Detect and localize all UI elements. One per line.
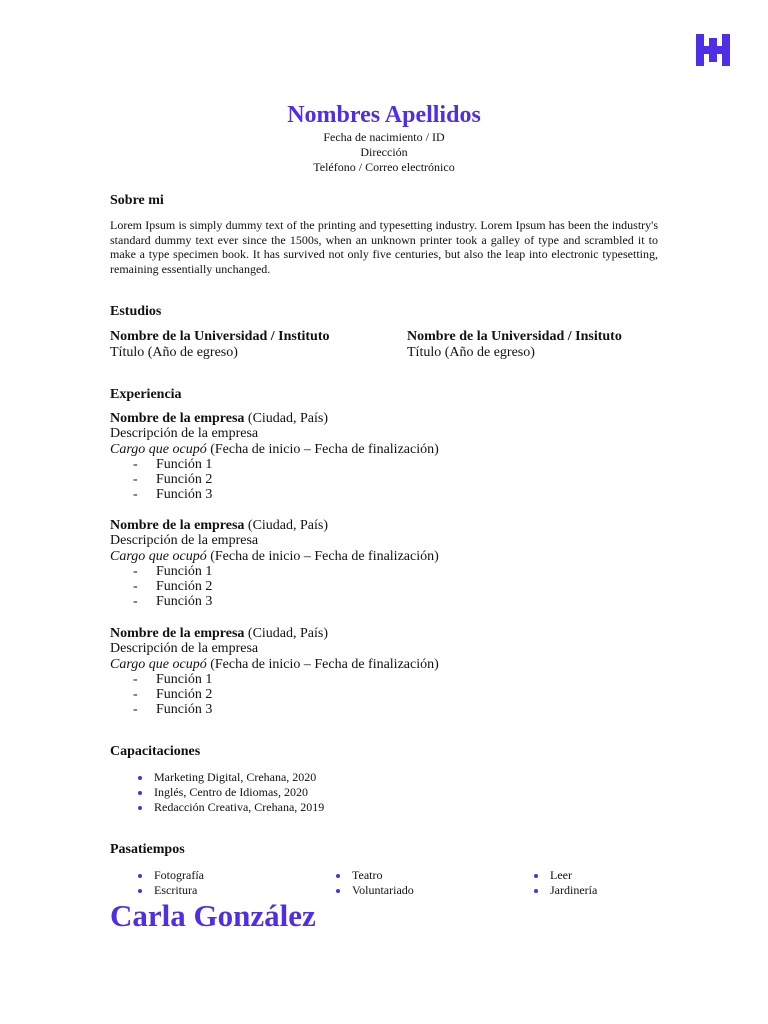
list-item: Redacción Creativa, Crehana, 2019 [137, 800, 324, 815]
education-institution: Nombre de la Universidad / Insituto [407, 329, 622, 344]
education-institution: Nombre de la Universidad / Instituto [110, 329, 330, 344]
job-dates: (Fecha de inicio – Fecha de finalización) [206, 656, 439, 672]
list-item: Marketing Digital, Crehana, 2020 [137, 770, 324, 785]
job-location: (Ciudad, País) [244, 411, 329, 426]
job-dates: (Fecha de inicio – Fecha de finalización) [206, 548, 439, 564]
about-text: Lorem Ipsum is simply dummy text of the printing and typesetting industry. Lorem Ipsum has been the industry's standard dummy text ever since the 1500s, when an unknown printer took a galley of type and scrambled it to make a type specimen book. It has survived not only five centuries, but also the leap into electronic typesetting, remaining essentially unchanged. [110, 218, 658, 276]
job-function: - Función 2 [133, 687, 213, 703]
job-company: Nombre de la empresa [110, 626, 245, 641]
job-description: Descripción de la empresa [110, 426, 259, 442]
address-line: Dirección [360, 145, 408, 159]
hobbies-column [335, 868, 414, 898]
job-location: (Ciudad, País) [244, 518, 329, 533]
job-role: Cargo que ocupó [110, 656, 207, 672]
list-item: Voluntariado [335, 883, 414, 898]
education-title: Estudios [110, 304, 162, 319]
job-function: - Función 3 [133, 487, 213, 503]
job-role: Cargo que ocupó [110, 548, 207, 564]
list-item: Inglés, Centro de Idiomas, 2020 [137, 785, 324, 800]
hobbies-column [533, 868, 597, 898]
job-description: Descripción de la empresa [110, 641, 259, 657]
job-dates: (Fecha de inicio – Fecha de finalización) [206, 441, 439, 457]
resume-name: Nombres Apellidos [287, 102, 481, 128]
job-function: - Función 1 [133, 456, 213, 472]
job-function: - Función 2 [133, 472, 213, 488]
job-functions [110, 672, 439, 718]
experience-title: Experiencia [110, 387, 182, 402]
job-function: - Función 2 [133, 579, 213, 595]
job-entry [110, 518, 439, 610]
education-degree: Título (Año de egreso) [407, 345, 535, 360]
job-function: - Función 1 [133, 563, 213, 579]
education-degree: Título (Año de egreso) [110, 345, 238, 360]
contact-line: Teléfono / Correo electrónico [313, 160, 455, 174]
list-item: Teatro [335, 868, 414, 883]
h-pixel-logo-icon [696, 34, 730, 66]
job-entry [110, 626, 439, 718]
trainings-title: Capacitaciones [110, 744, 201, 759]
footer-name: Carla González [110, 898, 316, 933]
birth-id-line: Fecha de nacimiento / ID [323, 130, 445, 144]
hobbies-column [137, 868, 204, 898]
job-entry [110, 411, 439, 503]
job-function: - Función 3 [133, 702, 213, 718]
trainings-list [137, 770, 324, 815]
education-item [110, 329, 329, 361]
job-description: Descripción de la empresa [110, 533, 259, 549]
job-functions [110, 564, 439, 610]
about-title: Sobre mi [110, 193, 164, 208]
list-item: Fotografía [137, 868, 204, 883]
job-functions [110, 457, 439, 503]
list-item: Leer [533, 868, 597, 883]
list-item: Jardinería [533, 883, 597, 898]
resume-header [0, 100, 768, 175]
job-location: (Ciudad, País) [244, 626, 329, 641]
job-company: Nombre de la empresa [110, 518, 245, 533]
education-item [407, 329, 622, 361]
list-item: Escritura [137, 883, 204, 898]
job-function: - Función 1 [133, 671, 213, 687]
job-role: Cargo que ocupó [110, 441, 207, 457]
job-company: Nombre de la empresa [110, 411, 245, 426]
job-function: - Función 3 [133, 594, 213, 610]
hobbies-title: Pasatiempos [110, 842, 185, 857]
